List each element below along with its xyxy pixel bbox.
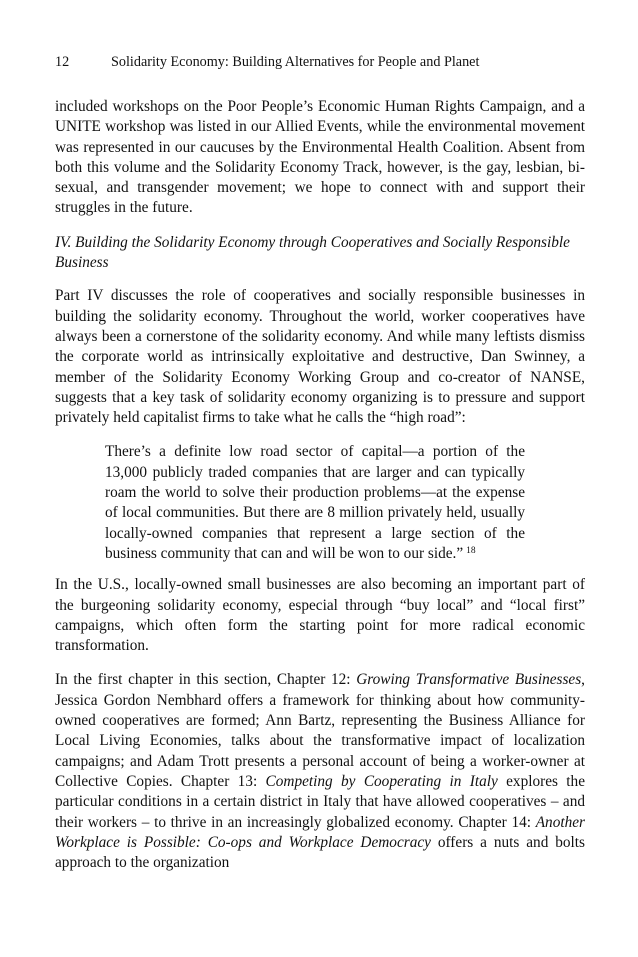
chapter-text-4: offers a nuts and bolts approach to the organization xyxy=(55,833,585,872)
paragraph-chapter-overview xyxy=(55,670,585,873)
chapter-12-title: Growing Transformative Businesses xyxy=(356,671,582,689)
chapter-13-title: Competing by Cooperating in Italy xyxy=(265,772,498,790)
chapter-14-title: Another Workplace is Possible: Co-ops and Workplace Democracy xyxy=(55,813,585,851)
chapter-text-1: In the first chapter in this section, Chapter 12: xyxy=(55,671,357,689)
page-number: 12 xyxy=(55,54,70,70)
section-heading: IV. Building the Solidarity Economy through Cooperatives and Socially Responsible Business xyxy=(55,233,570,272)
chapter-text-3: explores the particular conditions in a certain district in Italy that have allowed cooperatives – and their workers – to thrive in an increasingly globalized economy. Chapter 14: xyxy=(55,772,585,831)
body-text xyxy=(55,97,585,887)
footnote-marker: 18 xyxy=(466,545,476,556)
running-title: Solidarity Economy: Building Alternatives for People and Planet xyxy=(111,54,480,70)
chapter-text-2: , Jessica Gordon Nembhard offers a framework for thinking about how community-owned cooperatives are formed; Ann Bartz, representing the Business Alliance for Local Living Economies, talks about the transformative impact of localization campaigns; and Adam Trott presents a personal account of being a worker-owner at Collective Copies. Chapter 13: xyxy=(55,671,585,790)
paragraph-local-business: In the U.S., locally-owned small businesses are also becoming an important part of the burgeoning solidarity economy, especial through “buy local” and “local first” campaigns, which often form the starting point for more radical economic transformation. xyxy=(55,576,585,655)
paragraph-intro: included workshops on the Poor People’s Economic Human Rights Campaign, and a UNITE workshop was listed in our Allied Events, while the environmental movement was represented in our caucuses by the Environmental Health Coalition. Absent from both this volume and the Solidarity Economy Track, however, is the gay, lesbian, bi-sexual, and transgender movement; we hope to connect with and support their struggles in the future. xyxy=(55,98,585,217)
paragraph-part-iv: Part IV discusses the role of cooperatives and socially responsible businesses in building the solidarity economy. Throughout the world, worker cooperatives have always been a cornerstone of the solidarity economy. And while many leftists dismiss the corporate world as intrinsically exploitative and destructive, Dan Swinney, a member of the Solidarity Economy Working Group and co-creator of NANSE, suggests that a key task of solidarity economy organizing is to pressure and support privately held capitalist firms to take what he calls the “high road”: xyxy=(55,287,585,427)
quote-text: There’s a definite low road sector of capital—a portion of the 13,000 publicly traded companies that are larger and can typically roam the world to solve their production problems—at the expense of local communities. But there are 8 million privately held, usually locally-owned companies that represent a large section of the business community that can and will be won to our side.” xyxy=(105,443,525,562)
block-quote xyxy=(105,442,525,564)
